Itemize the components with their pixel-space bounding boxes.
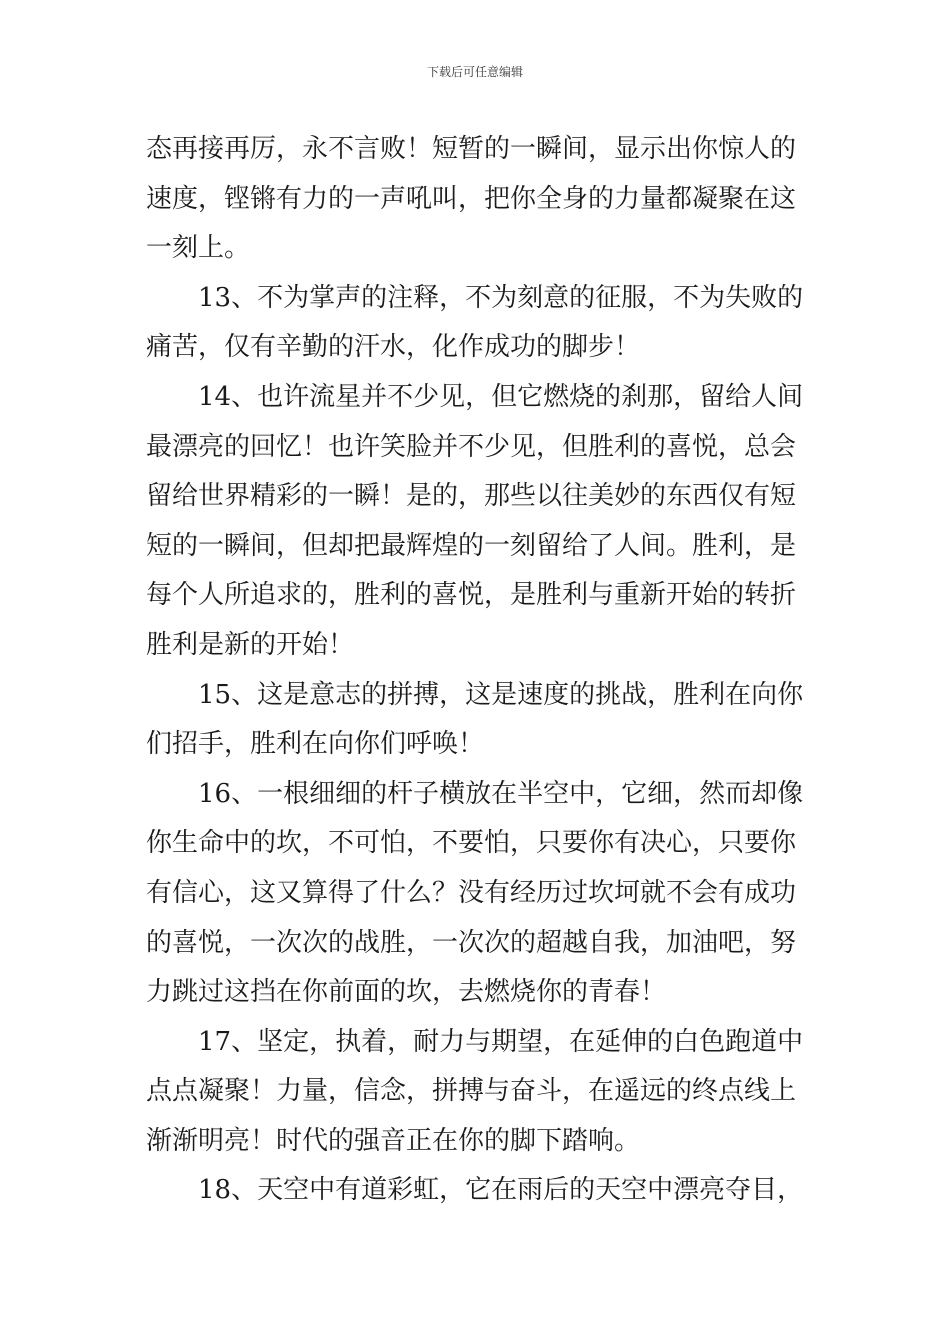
text-line: 胜利是新的开始！ [146, 629, 355, 660]
text-line: 15、这是意志的拼搏，这是速度的挑战，胜利在向你 [198, 679, 804, 710]
text-line: 速度，铿锵有力的一声吼叫，把你全身的力量都凝聚在这 [146, 183, 797, 214]
text-line: 留给世界精彩的一瞬！是的，那些以往美妙的东西仅有短 [146, 481, 797, 512]
text-line: 点点凝聚！力量，信念，拼搏与奋斗，在遥远的终点线上 [146, 1076, 797, 1107]
text-line: 态再接再厉，永不言败！短暂的一瞬间，显示出你惊人的 [146, 134, 797, 164]
body-text [146, 125, 810, 1216]
text-line: 们招手，胜利在向你们呼唤！ [146, 729, 485, 760]
text-line: 一刻上。 [146, 233, 251, 264]
page-header: 下载后可任意编辑 [426, 65, 523, 79]
text-line: 渐渐明亮！时代的强音正在你的脚下踏响。 [146, 1125, 641, 1156]
text-line: 14、也许流星并不少见，但它燃烧的刹那，留给人间 [198, 381, 804, 412]
text-line: 力跳过这挡在你前面的坎，去燃烧你的青春！ [146, 977, 667, 1008]
text-line: 最漂亮的回忆！也许笑脸并不少见，但胜利的喜悦，总会 [146, 431, 797, 462]
text-line: 18、天空中有道彩虹，它在雨后的天空中漂亮夺目， [198, 1175, 804, 1206]
text-line: 有信心，这又算得了什么？没有经历过坎坷就不会有成功 [146, 877, 797, 908]
text-line: 13、不为掌声的注释，不为刻意的征服，不为失败的 [198, 282, 804, 313]
text-line: 17、坚定，执着，耐力与期望，在延伸的白色跑道中 [198, 1026, 804, 1057]
text-line: 每个人所追求的，胜利的喜悦，是胜利与重新开始的转折 [146, 580, 797, 611]
text-line: 短的一瞬间，但却把最辉煌的一刻留给了人间。胜利，是 [146, 530, 797, 561]
text-line: 的喜悦，一次次的战胜，一次次的超越自我，加油吧，努 [146, 927, 797, 958]
text-line: 痛苦，仅有辛勤的汗水，化作成功的脚步！ [146, 332, 641, 363]
text-line: 你生命中的坎，不可怕，不要怕，只要你有决心，只要你 [146, 828, 797, 859]
text-line: 16、一根细细的杆子横放在半空中，它细，然而却像 [198, 778, 804, 809]
